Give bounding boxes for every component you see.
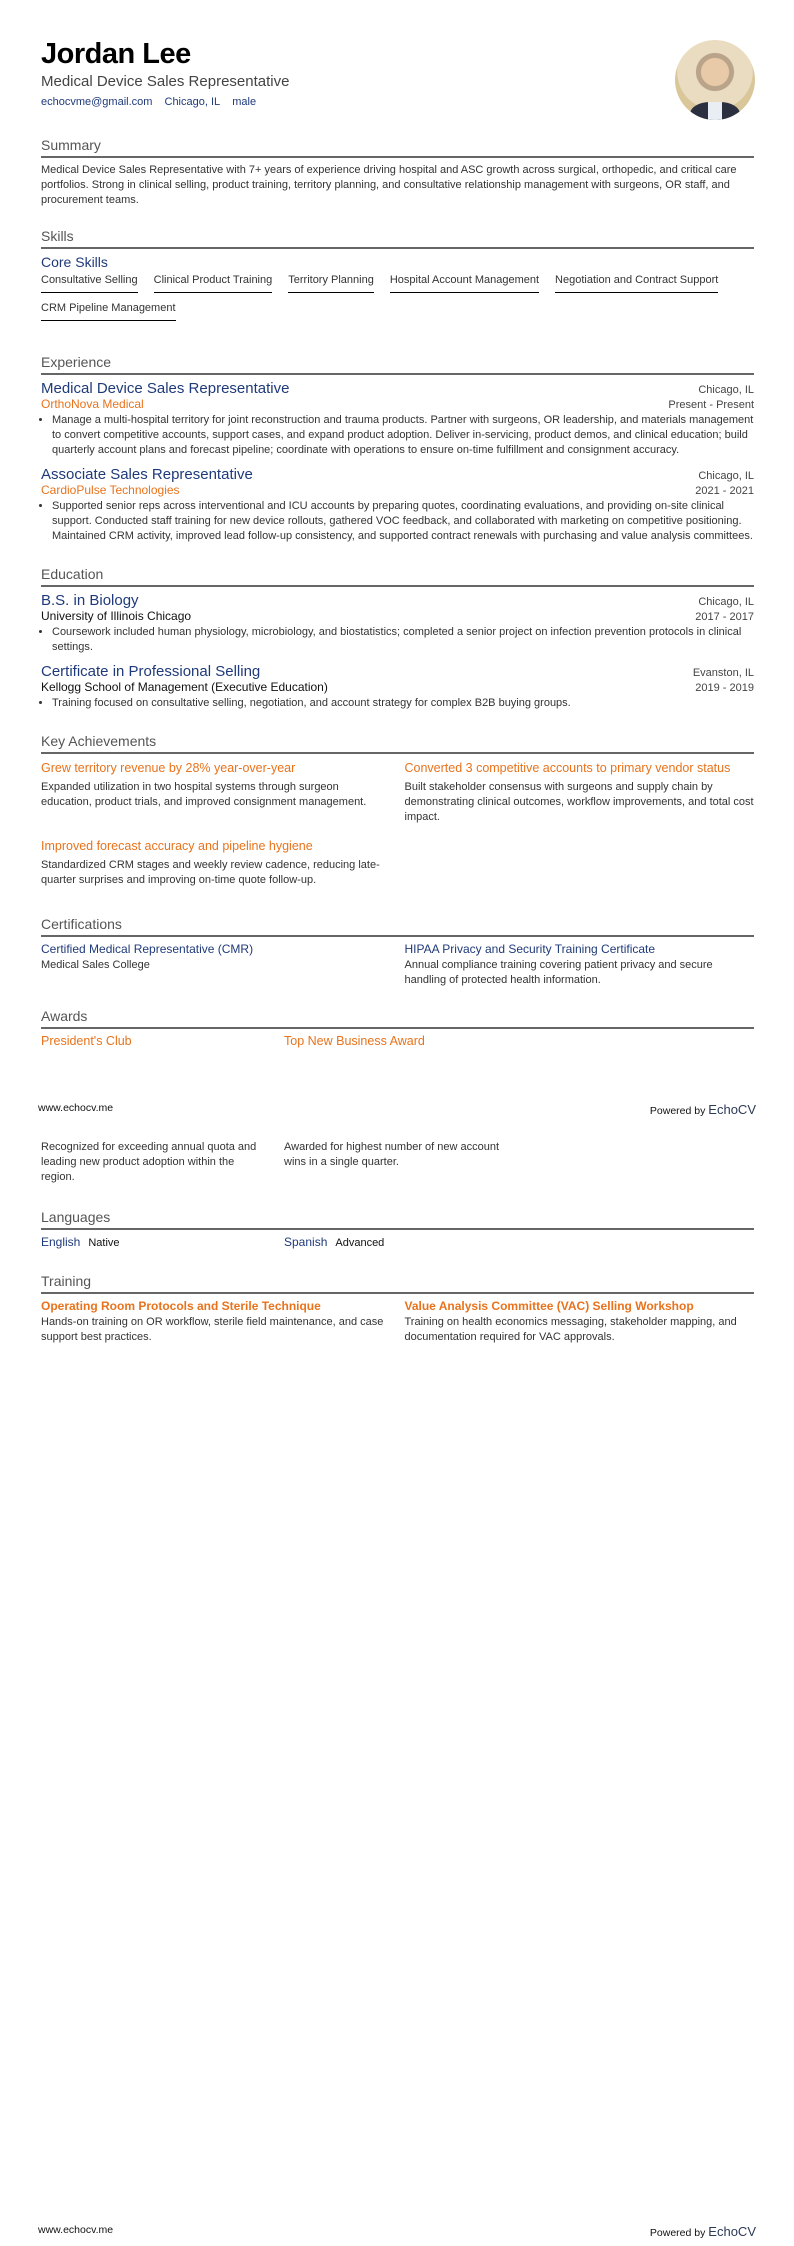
certification-text: Medical Sales College <box>41 959 150 971</box>
section-heading: Training <box>41 1273 754 1294</box>
training-title: Operating Room Protocols and Sterile Technique <box>41 1299 321 1313</box>
section-heading: Key Achievements <box>41 733 754 754</box>
job-dates: 2021 - 2021 <box>695 485 754 497</box>
edu-bullet: • Coursework included human physiology, microbiology, and biostatistics; completed a senior project on infection prevention protocols in clinical settings. <box>52 625 754 655</box>
edu-location: Chicago, IL <box>698 596 754 608</box>
education-entry <box>41 592 754 655</box>
training-item <box>41 1299 391 1345</box>
language-item <box>41 1235 284 1249</box>
company-name: CardioPulse Technologies <box>41 483 180 497</box>
page-footer <box>38 2224 756 2239</box>
certification-title: HIPAA Privacy and Security Training Certificate <box>404 942 656 956</box>
job-location: Chicago, IL <box>698 384 754 396</box>
award-text: Recognized for exceeding annual quota and leading new product adoption within the region. <box>41 1141 257 1183</box>
edu-dates: 2019 - 2019 <box>695 682 754 694</box>
location: Chicago, IL <box>164 96 221 108</box>
footer-powered <box>650 1102 756 1117</box>
profile-photo <box>675 40 755 120</box>
gender: male <box>232 96 257 108</box>
skill-tag: Clinical Product Training <box>154 274 273 293</box>
section-heading: Skills <box>41 228 754 249</box>
language-item <box>284 1235 527 1249</box>
job-bullet: • Supported senior reps across interventional and ICU accounts by preparing quotes, coordinating evaluations, and providing on-site clinical support. Conducted staff training for new device rollouts, gathered VOC feedback, and collaborated with marketing on competitive positioning. Maintained CRM activity, improved lead follow-up consistency, and supported contract renewals with purchasing and value analysis committees. <box>52 499 754 544</box>
achievement-title: Converted 3 competitive accounts to primary vendor status <box>404 761 731 775</box>
languages-section <box>41 1209 754 1249</box>
edu-bullet: • Training focused on consultative selling, negotiation, and account strategy for complex B2B buying groups. <box>52 696 754 711</box>
achievement-item <box>405 759 755 825</box>
school: Kellogg School of Management (Executive Education) <box>41 680 328 694</box>
email-link[interactable]: echocvme@gmail.com <box>41 96 153 108</box>
job-title: Associate Sales Representative <box>41 466 253 483</box>
section-heading: Education <box>41 566 754 587</box>
footer-powered <box>650 2224 756 2239</box>
experience-section <box>41 354 754 544</box>
brand-logo[interactable]: EchoCV <box>708 1102 756 1117</box>
achievement-title: Grew territory revenue by 28% year-over-year <box>41 761 296 775</box>
degree: Certificate in Professional Selling <box>41 663 261 680</box>
skill-tag: Negotiation and Contract Support <box>555 274 718 293</box>
training-text: Training on health economics messaging, stakeholder mapping, and documentation required for VAC approvals. <box>404 1316 737 1343</box>
powered-by-label: Powered by <box>649 2227 706 2239</box>
education-section <box>41 566 754 711</box>
training-title: Value Analysis Committee (VAC) Selling Workshop <box>404 1299 694 1313</box>
job-dates: Present - Present <box>668 399 754 411</box>
degree: B.S. in Biology <box>41 592 139 609</box>
section-heading: Experience <box>41 354 754 375</box>
award-title: President's Club <box>41 1034 132 1048</box>
job-location: Chicago, IL <box>698 470 754 482</box>
achievement-item <box>41 837 391 888</box>
powered-by-label: Powered by <box>649 1105 706 1117</box>
section-heading: Awards <box>41 1008 754 1029</box>
contact-info <box>41 96 265 108</box>
skill-tag: Hospital Account Management <box>390 274 539 293</box>
footer-site-link[interactable]: www.echocv.me <box>38 2224 114 2236</box>
training-text: Hands-on training on OR workflow, sterile field maintenance, and case support best practices. <box>41 1316 384 1343</box>
section-heading: Languages <box>41 1209 754 1230</box>
summary-section <box>41 137 754 208</box>
achievements-section <box>41 733 754 900</box>
page-footer <box>38 1102 756 1117</box>
achievement-text: Standardized CRM stages and weekly review cadence, reducing late-quarter surprises and improving on-time quote follow-up. <box>41 859 380 886</box>
achievement-title: Improved forecast accuracy and pipeline hygiene <box>41 839 313 853</box>
certification-item <box>405 942 755 988</box>
language-name: Spanish <box>284 1235 328 1249</box>
awards-section <box>41 1008 754 1185</box>
edu-location: Evanston, IL <box>692 667 754 679</box>
education-entry <box>41 663 754 711</box>
footer-site-link[interactable]: www.echocv.me <box>38 1102 114 1114</box>
summary-text: Medical Device Sales Representative with 7+ years of experience driving hospital and ASC growth across surgical, orthopedic, and critical care portfolios. Strong in clinical selling, product training, territory planning, and consultative relationship management with surgeons, OR staff, and procurement teams. <box>41 164 737 206</box>
section-heading: Summary <box>41 137 754 158</box>
award-title: Top New Business Award <box>284 1034 425 1048</box>
school: University of Illinois Chicago <box>41 609 192 623</box>
section-heading: Certifications <box>41 916 754 937</box>
edu-dates: 2017 - 2017 <box>695 611 754 623</box>
skill-group-title: Core Skills <box>41 254 108 270</box>
job-title: Medical Device Sales Representative <box>41 380 290 397</box>
certification-item <box>41 942 391 988</box>
company-name: OrthoNova Medical <box>41 397 144 411</box>
skill-tag: CRM Pipeline Management <box>41 302 176 321</box>
award-text: Awarded for highest number of new account wins in a single quarter. <box>284 1141 500 1168</box>
achievement-text: Built stakeholder consensus with surgeons and supply chain by demonstrating clinical outcomes, workflow improvements, and total cost impact. <box>404 781 754 823</box>
training-section <box>41 1273 754 1345</box>
achievement-item <box>41 759 391 825</box>
job-bullet: • Manage a multi-hospital territory for joint reconstruction and trauma products. Partner with surgeons, OR leadership, and materials management to convert competitive accounts, support cases, and expand product adoption. Deliver in-servicing, product demos, and clinical education; build quarterly account plans and forecast pipeline; coordinate with operations to ensure on-time fulfillment and consignment accuracy. <box>52 413 754 458</box>
language-name: English <box>41 1235 81 1249</box>
certifications-section <box>41 916 754 988</box>
certification-text: Annual compliance training covering patient privacy and secure handling of protected health information. <box>404 959 713 986</box>
training-item <box>405 1299 755 1345</box>
achievement-text: Expanded utilization in two hospital systems through surgeon education, product trials, and improved consignment management. <box>41 781 367 808</box>
candidate-title: Medical Device Sales Representative <box>41 73 290 90</box>
language-level: Advanced <box>335 1237 385 1249</box>
language-level: Native <box>88 1237 120 1249</box>
experience-entry <box>41 466 754 544</box>
experience-entry <box>41 380 754 458</box>
brand-logo[interactable]: EchoCV <box>708 2224 756 2239</box>
skill-tag: Territory Planning <box>288 274 374 293</box>
skills-section <box>41 228 754 330</box>
certification-title: Certified Medical Representative (CMR) <box>41 942 254 956</box>
skill-tag: Consultative Selling <box>41 274 138 293</box>
candidate-name: Jordan Lee <box>41 38 191 70</box>
